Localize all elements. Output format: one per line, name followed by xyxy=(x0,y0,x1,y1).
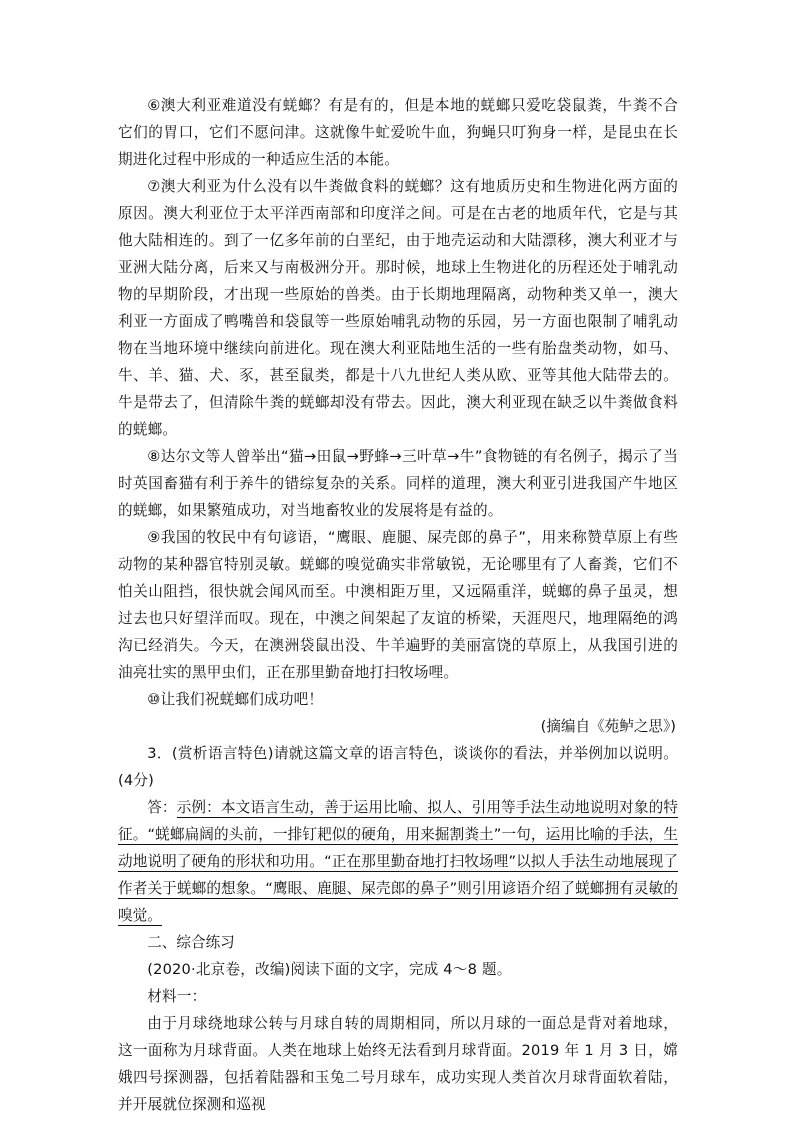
paragraph-8: ⑧达尔文等人曾举出“猫→田鼠→野蜂→三叶草→牛”食物链的有名例子，揭示了当时英国畜猫有利于养牛的错综复杂的关系。同样的道理，澳大利亚引进我国产牛地区的蜣螂，如果繁殖成功，对当地畜牧业的发展将是有益的。 xyxy=(118,448,678,519)
section-heading: 二、综合练习 xyxy=(147,934,235,951)
paragraph-9: ⑨我国的牧民中有句谚语，“鹰眼、鹿腿、屎壳郎的鼻子”，用来称赞草原上有些动物的某种器官特别灵敏。蜣螂的嗅觉确实非常敏锐，无论哪里有了人畜粪，它们不怕关山阻挡，很快就会闻风而至。中澳相距万里，又远隔重洋，蜣螂的鼻子虽灵，想过去也只好望洋而叹。现在，中澳之间架起了友谊的桥梁，天涯咫尺，地理隔绝的鸿沟已经消失。今天，在澳洲袋鼠出没、牛羊遍野的美丽富饶的草原上，从我国引进的油亮壮实的黑甲虫们，正在那里勤奋地打扫牧场哩。 xyxy=(118,529,678,681)
answer-text: 示例：本文语言生动，善于运用比喻、拟人、引用等手法生动地说明对象的特征。“蜣螂扁阔的头前，一排钉耙似的硬角，用来掘割粪土”一句，运用比喻的手法，生动地说明了硬角的形状和功用。“正在那里勤奋地打扫牧场哩”以拟人手法生动地展现了作者关于蜣螂的想象。“鹰眼、鹿腿、屎壳郎的鼻子”则引用谚语介绍了蜣螂拥有灵敏的嗅觉。 xyxy=(118,799,678,924)
paragraph-6: ⑥澳大利亚难道没有蜣螂？有是有的，但是本地的蜣螂只爱吃袋鼠粪，牛粪不合它们的胃口，它们不愿问津。这就像牛虻爱吮牛血，狗蝇只叮狗身一样，是昆虫在长期进化过程中形成的一种适应生活的本能。 xyxy=(118,97,678,168)
source-line: (2020·北京卷，改编)阅读下面的文字，完成 4～8 题。 xyxy=(147,961,512,978)
material-label: 材料一： xyxy=(147,988,207,1005)
answer-prefix: 答： xyxy=(147,799,177,816)
question-3: 3．(赏析语言特色)请就这篇文章的语言特色，谈谈你的看法，并举例加以说明。(4分) xyxy=(118,745,678,789)
paragraph-10: ⑩让我们祝蜣螂们成功吧！ xyxy=(147,691,324,708)
source-credit: (摘编自《苑鲈之思》) xyxy=(540,718,676,735)
material-text: 由于月球绕地球公转与月球自转的周期相同，所以月球的一面总是背对着地球，这一面称为月球背面。人类在地球上始终无法看到月球背面。2019 年 1 月 3 日，嫦娥四号探测器，包括着陆器和玉兔二号月球车，成功实现人类首次月球背面软着陆，并开展就位探测和巡视 xyxy=(118,1015,678,1113)
answer-block xyxy=(118,794,678,929)
document-page xyxy=(118,92,678,1118)
paragraph-7: ⑦澳大利亚为什么没有以牛粪做食料的蜣螂？这有地质历史和生物进化两方面的原因。澳大利亚位于太平洋西南部和印度洋之间。可是在古老的地质年代，它是与其他大陆相连的。到了一亿多年前的白垩纪，由于地壳运动和大陆漂移，澳大利亚才与亚洲大陆分离，后来又与南极洲分开。那时候，地球上生物进化的历程还处于哺乳动物的早期阶段，才出现一些原始的兽类。由于长期地理隔离，动物种类又单一，澳大利亚一方面成了鸭嘴兽和袋鼠等一些原始哺乳动物的乐园，另一方面也限制了哺乳动物在当地环境中继续向前进化。现在澳大利亚陆地生活的一些有胎盘类动物，如马、牛、羊、猫、犬、豕，甚至鼠类，都是十八九世纪人类从欧、亚等其他大陆带去的。牛是带去了，但清除牛粪的蜣螂却没有带去。因此，澳大利亚现在缺乏以牛粪做食料的蜣螂。 xyxy=(118,178,678,438)
